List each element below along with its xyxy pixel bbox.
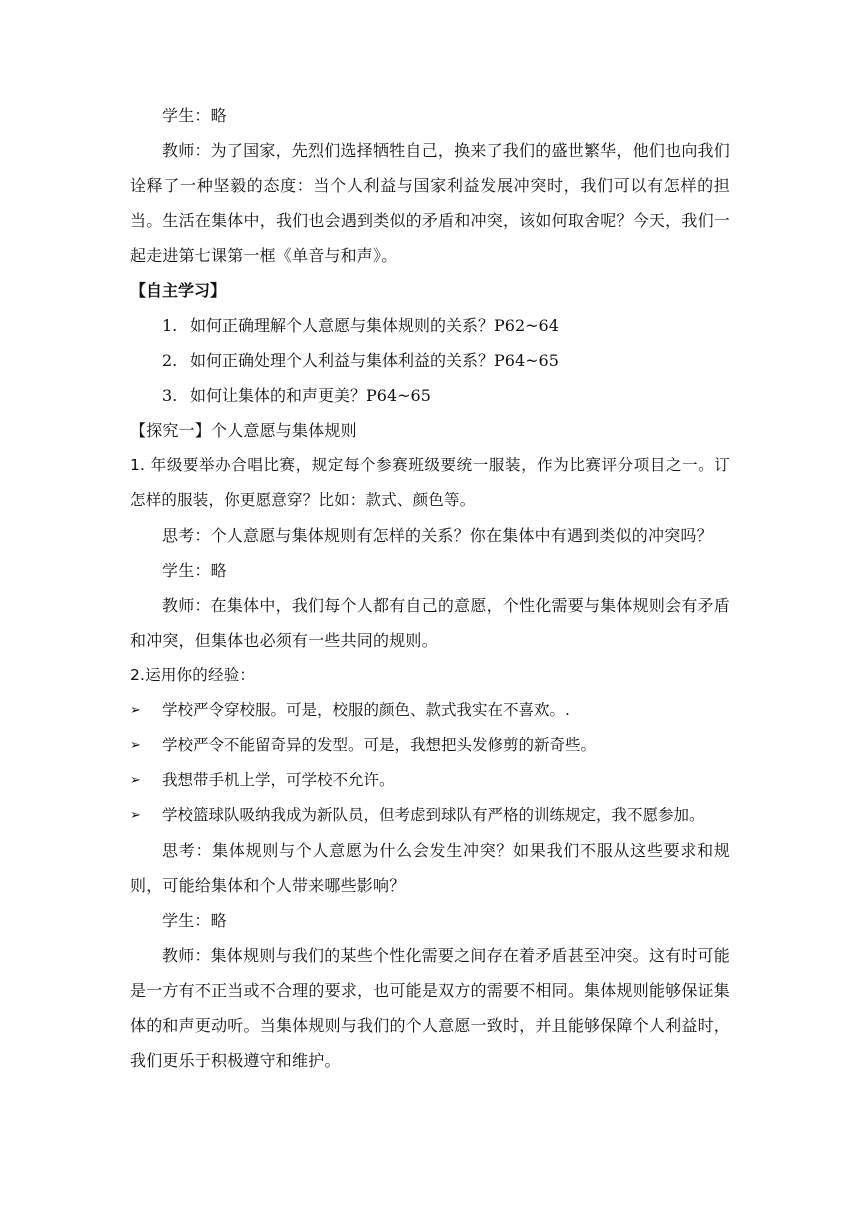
question-text: 如何正确理解个人意愿与集体规则的关系？P62~64: [190, 316, 559, 335]
experience-bullet: [130, 798, 730, 833]
experience-bullet: [130, 763, 730, 798]
question-text: 如何正确处理个人利益与集体利益的关系？P64~65: [190, 351, 559, 370]
think-question-2: 思考：集体规则与个人意愿为什么会发生冲突？如果我们不服从这些要求和规则，可能给集体和个人带来哪些影响？: [130, 841, 730, 895]
student-reply-1: 学生：略: [162, 106, 227, 125]
experience-bullet: [130, 693, 730, 728]
study-question-1: [130, 308, 730, 343]
teacher-explanation-2: 教师：集体规则与我们的某些个性化需要之间存在着矛盾甚至冲突。这有时可能是一方有不正当或不合理的要求，也可能是双方的需要不相同。集体规则能够保证集体的和声更动听。当集体规则与我们的个人意愿一致时，并且能够保障个人利益时，我们更乐于积极遵守和维护。: [130, 946, 730, 1070]
study-question-2: [130, 343, 730, 378]
explore-one-heading: 【探究一】个人意愿与集体规则: [130, 421, 357, 440]
question-number: 1.: [162, 316, 178, 335]
arrow-bullet-icon: ➢: [130, 703, 141, 718]
question-number: 2.: [162, 351, 178, 370]
bullet-text: 学校严令穿校服。可是，校服的颜色、款式我实在不喜欢。.: [162, 701, 570, 719]
student-reply-3: 学生：略: [162, 911, 227, 930]
think-question-1: 思考：个人意愿与集体规则有怎样的关系？你在集体中有遇到类似的冲突吗？: [162, 526, 713, 545]
teacher-explanation-1: 教师：在集体中，我们每个人都有自己的意愿，个性化需要与集体规则会有矛盾和冲突，但集体也必须有一些共同的规则。: [130, 596, 730, 650]
arrow-bullet-icon: ➢: [130, 738, 141, 753]
document-page: [130, 98, 730, 1078]
experience-bullet: [130, 728, 730, 763]
arrow-bullet-icon: ➢: [130, 773, 141, 788]
question-number: 3.: [162, 386, 178, 405]
activity-item-2: 2.运用你的经验：: [130, 666, 256, 684]
bullet-text: 学校篮球队吸纳我成为新队员，但考虑到球队有严格的训练规定，我不愿参加。: [162, 806, 705, 824]
activity-item-1: 1. 年级要举办合唱比赛，规定每个参赛班级要统一服装，作为比赛评分项目之一。订怎样的服装，你更愿意穿？比如：款式、颜色等。: [130, 456, 730, 509]
teacher-intro: 教师：为了国家，先烈们选择牺牲自己，换来了我们的盛世繁华，他们也向我们诠释了一种坚毅的态度：当个人利益与国家利益发展冲突时，我们可以有怎样的担当。生活在集体中，我们也会遇到类似的矛盾和冲突，该如何取舍呢？今天，我们一起走进第七课第一框《单音与和声》。: [130, 141, 730, 265]
question-text: 如何让集体的和声更美？P64~65: [190, 386, 431, 405]
study-question-3: [130, 378, 730, 413]
arrow-bullet-icon: ➢: [130, 808, 141, 823]
bullet-text: 我想带手机上学，可学校不允许。: [162, 771, 395, 789]
bullet-text: 学校严令不能留奇异的发型。可是，我想把头发修剪的新奇些。: [162, 736, 597, 754]
self-study-heading: 【自主学习】: [130, 281, 227, 300]
student-reply-2: 学生：略: [162, 561, 227, 580]
